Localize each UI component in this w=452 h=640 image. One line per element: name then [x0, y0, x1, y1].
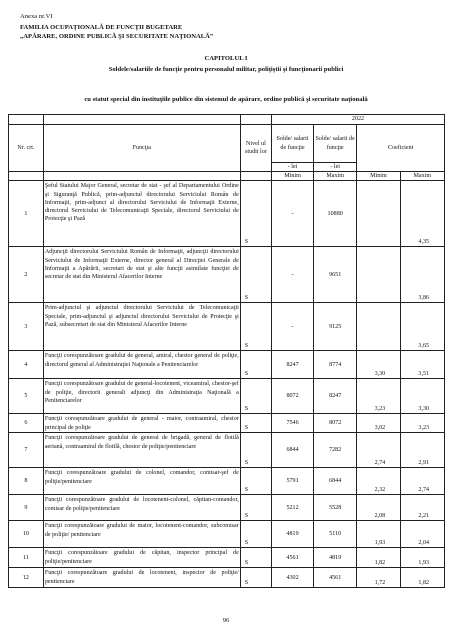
page-number: 96 — [222, 617, 230, 624]
row-salary-min: 4561 — [272, 548, 314, 568]
row-salary-min: 4819 — [272, 521, 314, 548]
row-coef-min: 2,74 — [357, 433, 400, 468]
salary-table — [8, 114, 445, 588]
row-coef-min: 1,82 — [357, 548, 400, 568]
row-salary-max: 8247 — [314, 379, 357, 414]
row-salary-min: 7546 — [272, 414, 314, 433]
row-salary-max: 5110 — [314, 521, 357, 548]
row-number: 4 — [9, 351, 44, 379]
row-study-level: S — [240, 568, 271, 588]
row-salary-max: 7282 — [314, 433, 357, 468]
row-salary-min: - — [272, 247, 314, 303]
row-number: 10 — [9, 521, 44, 548]
header-function: Funcţia — [43, 125, 240, 172]
row-coef-max: 2,91 — [400, 433, 444, 468]
row-number: 1 — [9, 181, 44, 247]
row-coef-min: 3,23 — [357, 379, 400, 414]
row-study-level: S — [240, 521, 271, 548]
header-nr-crt: Nr. crt. — [9, 125, 44, 172]
row-salary-min: 4302 — [272, 568, 314, 588]
row-coef-max: 2,21 — [400, 495, 444, 521]
row-function: Funcţii corespunzătoare gradului de general - maior, contraamiral, chestor principal de poliţie — [43, 414, 240, 433]
row-study-level: S — [240, 548, 271, 568]
table-row — [9, 181, 445, 247]
header-lei-b: - lei — [314, 163, 357, 172]
header-blank-fn — [43, 115, 240, 125]
subheader-min-b: Minim — [357, 172, 400, 181]
row-number: 8 — [9, 468, 44, 495]
row-function: Funcţii corespunzătoare gradului de locotenent-colonel, căpitan-comandor, comisar de poliţie/penitenciare — [43, 495, 240, 521]
row-salary-max: 6844 — [314, 468, 357, 495]
table-row — [9, 303, 445, 351]
row-function: Funcţii corespunzătoare gradului de maior, locotenent-comandor, subcomisar de poliţie/ penitenciare — [43, 521, 240, 548]
row-coef-min — [357, 247, 400, 303]
row-salary-min: - — [272, 303, 314, 351]
row-function: Funcţii corespunzătoare gradului de căpitan, inspector principal de poliţie/penitenciare — [43, 548, 240, 568]
row-study-level: S — [240, 468, 271, 495]
chapter-title: CAPITOLUL I — [204, 55, 248, 62]
row-coef-max: 1,82 — [400, 568, 444, 588]
row-function: Prim-adjunctul şi adjunctul directorului Serviciului de Telecomunicaţii Speciale, prim-adjunctul şi adjunctul directorului Serviciului de Protecţie şi Pază, subsecretari de stat din Ministerul Afacerilor Interne — [43, 303, 240, 351]
table-row — [9, 468, 445, 495]
chapter-subtitle-2: cu statut special din instituţiile publice din sistemul de apărare, ordine publică şi securitate naţională — [84, 96, 368, 103]
row-coef-max: 3,86 — [400, 247, 444, 303]
row-study-level: S — [240, 351, 271, 379]
row-number: 12 — [9, 568, 44, 588]
row-coef-max: 2,04 — [400, 521, 444, 548]
table-row — [9, 379, 445, 414]
row-function: Funcţii corespunzătoare gradului de general de brigadă, general de flotilă aeriană, contraamiral de flotilă, chestor de poliţie/penitenciare — [43, 433, 240, 468]
row-salary-max: 5528 — [314, 495, 357, 521]
row-coef-max: 2,74 — [400, 468, 444, 495]
row-salary-max: 9125 — [314, 303, 357, 351]
row-coef-max: 4,35 — [400, 181, 444, 247]
chapter-subtitle-1: Soldele/salariile de funcţie pentru personalul militar, poliţiştii şi funcţionarii publici — [108, 66, 344, 73]
header-study-level: Nivel ul studii lor — [240, 125, 271, 172]
row-coef-min: 3,02 — [357, 414, 400, 433]
header-lei-a: - lei — [272, 163, 314, 172]
row-salary-min: 5791 — [272, 468, 314, 495]
row-coef-min: 2,32 — [357, 468, 400, 495]
row-coef-max: 3,23 — [400, 414, 444, 433]
row-salary-min: 8072 — [272, 379, 314, 414]
row-function: Funcţii corespunzătoare gradului de colonel, comandor, comisar-şef de poliţie/penitenciare — [43, 468, 240, 495]
family-title-line2: „APĂRARE, ORDINE PUBLICĂ ŞI SECURITATE NAŢIONALĂ” — [20, 33, 214, 40]
row-study-level: S — [240, 433, 271, 468]
row-salary-min: 5212 — [272, 495, 314, 521]
row-salary-max: 9651 — [314, 247, 357, 303]
row-function: Şeful Statului Major General, secretar de stat - şef al Departamentului Ordine şi Siguranţă Publică, prim-adjunctul directorului Serviciului Român de Informaţii, prim-adjunct al directorului Serviciului de Informaţii Externe, directorul Serviciului de Telecomunicaţii Speciale, directorul Serviciului de Protecţie şi Pază — [43, 181, 240, 247]
row-study-level: S — [240, 303, 271, 351]
row-number: 2 — [9, 247, 44, 303]
row-coef-min: 1,72 — [357, 568, 400, 588]
row-number: 9 — [9, 495, 44, 521]
row-coef-min — [357, 303, 400, 351]
table-row — [9, 548, 445, 568]
row-coef-min: 2,08 — [357, 495, 400, 521]
table-row — [9, 247, 445, 303]
row-coef-min: 3,30 — [357, 351, 400, 379]
row-salary-max: 8072 — [314, 414, 357, 433]
subheader-max-b: Maxim — [400, 172, 444, 181]
subheader-min-a: Minim — [272, 172, 314, 181]
row-coef-max: 3,30 — [400, 379, 444, 414]
table-row — [9, 495, 445, 521]
row-coef-max: 3,51 — [400, 351, 444, 379]
row-study-level: S — [240, 247, 271, 303]
row-salary-max: 10880 — [314, 181, 357, 247]
subheader-blank-lvl — [240, 172, 271, 181]
subheader-blank-nr — [9, 172, 44, 181]
row-number: 6 — [9, 414, 44, 433]
subheader-blank-fn — [43, 172, 240, 181]
row-salary-min: 6844 — [272, 433, 314, 468]
row-salary-min: 8247 — [272, 351, 314, 379]
row-number: 3 — [9, 303, 44, 351]
row-salary-min: - — [272, 181, 314, 247]
header-salary-b: Solde/ salarii de funcţie — [314, 125, 357, 163]
header-blank-lvl — [240, 115, 271, 125]
row-function: Funcţii corespunzătoare gradului de locotenent, inspector de poliţie/ penitenciare — [43, 568, 240, 588]
row-study-level: S — [240, 495, 271, 521]
row-study-level: S — [240, 181, 271, 247]
table-row — [9, 433, 445, 468]
header-salary-a: Solde/ salarii de funcţie — [272, 125, 314, 163]
row-function: Funcţii corespunzătoare gradului de general-locotenent, viceamiral, chestor-şef de poliţie, directorii generali adjuncţi din Administraţia Naţională a Penitenciarelor — [43, 379, 240, 414]
table-row — [9, 351, 445, 379]
family-title-line1: FAMILIA OCUPAŢIONALĂ DE FUNCŢII BUGETARE — [20, 24, 183, 31]
header-blank-nr — [9, 115, 44, 125]
row-coef-max: 3,65 — [400, 303, 444, 351]
table-row — [9, 521, 445, 548]
row-number: 11 — [9, 548, 44, 568]
annex-label: Anexa nr.VI — [20, 13, 53, 20]
row-coef-min — [357, 181, 400, 247]
row-coef-max: 1,93 — [400, 548, 444, 568]
row-function: Adjuncţii directorului Serviciului Român de Informaţii, adjuncţii directorului Serviciului de Informaţii Externe, director general al Direcţiei Generale de Informaţii a Apărării, secretari de stat şi alte funcţii asimilate funcţiei de secretar de stat din Ministerul Afacerilor Interne — [43, 247, 240, 303]
subheader-max-a: Maxim — [314, 172, 357, 181]
row-salary-max: 4561 — [314, 568, 357, 588]
table-row — [9, 414, 445, 433]
table-row — [9, 568, 445, 588]
row-salary-max: 4819 — [314, 548, 357, 568]
row-salary-max: 8774 — [314, 351, 357, 379]
row-number: 5 — [9, 379, 44, 414]
row-function: Funcţii corespunzătoare gradului de general, amiral, chestor general de poliţie, directorul general al Administraţiei Naţionale a Penitenciarelor — [43, 351, 240, 379]
header-coefficient: Coeficient — [357, 125, 445, 172]
row-number: 7 — [9, 433, 44, 468]
row-study-level: S — [240, 379, 271, 414]
row-coef-min: 1,93 — [357, 521, 400, 548]
row-study-level: S — [240, 414, 271, 433]
header-year: 2022 — [272, 115, 445, 125]
